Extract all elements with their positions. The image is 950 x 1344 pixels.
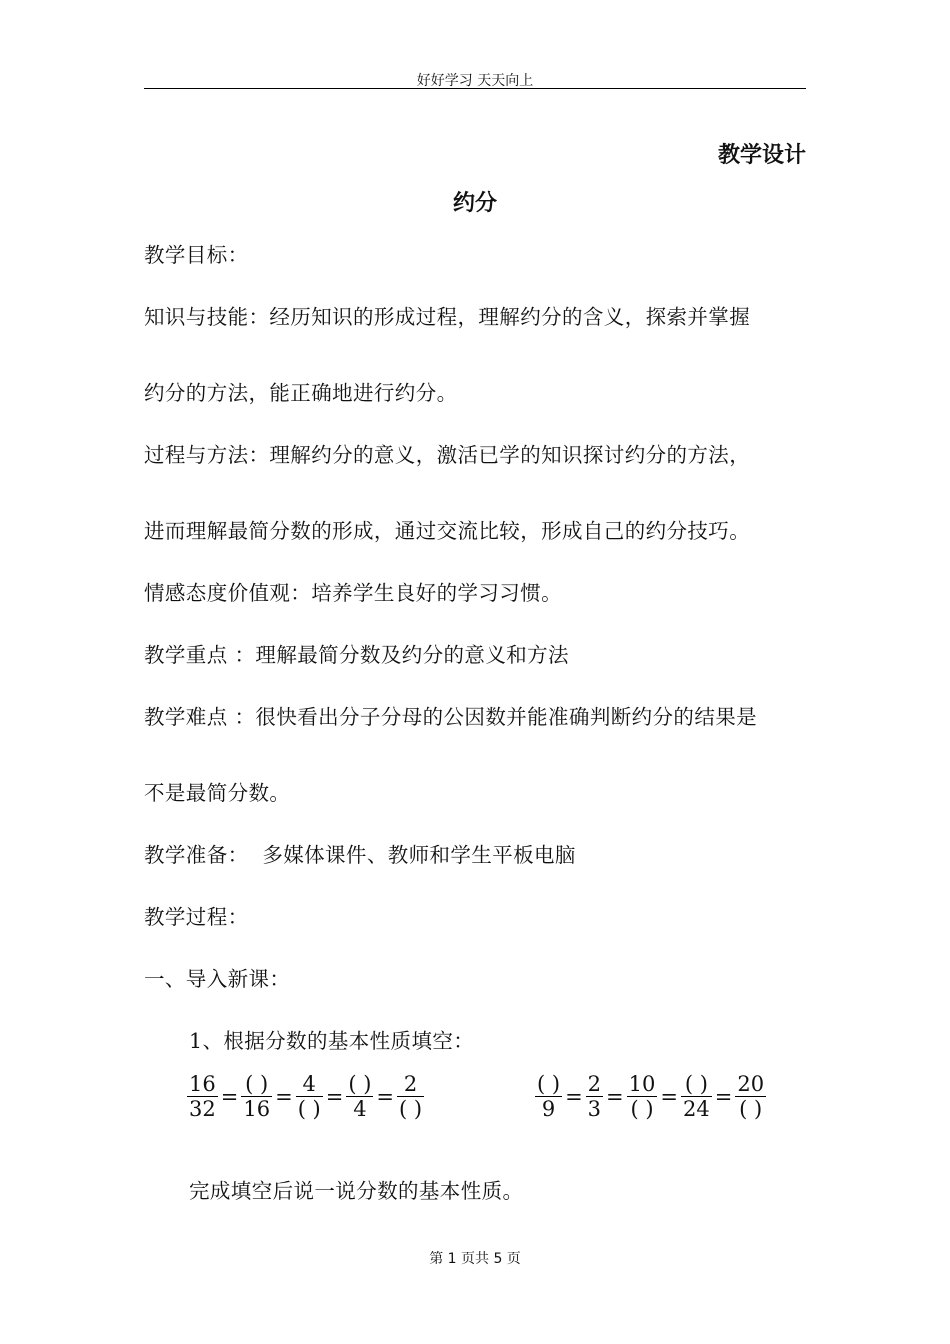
text-line: 教学难点 ：很快看出分子分母的公因数并能准确判断约分的结果是 <box>144 705 758 729</box>
numerator: 10 <box>628 1072 656 1096</box>
text-line: 教学目标： <box>144 243 249 267</box>
numerator: 4 <box>302 1072 316 1096</box>
text-line: 过程与方法：理解约分的意义，激活已学的知识探讨约分的方法， <box>144 443 751 467</box>
denominator: ( ) <box>739 1097 763 1121</box>
text-line: 约分的方法，能正确地进行约分。 <box>144 381 458 405</box>
numerator: 2 <box>587 1072 602 1096</box>
fraction <box>296 1072 323 1121</box>
fraction <box>397 1072 424 1121</box>
denominator: 16 <box>243 1097 271 1121</box>
document-title: 约分 <box>452 191 497 216</box>
page-header: 好好学习 天天向上 <box>416 73 534 89</box>
fraction <box>735 1072 766 1121</box>
fraction-equation-right <box>534 1072 767 1121</box>
equals-sign: = <box>220 1084 239 1109</box>
equals-sign: = <box>275 1084 293 1109</box>
numerator: 2 <box>403 1072 418 1096</box>
equals-sign: = <box>565 1084 583 1109</box>
after-exercise-text: 完成填空后说一说分数的基本性质。 <box>189 1179 524 1203</box>
exercise-label: 1、根据分数的基本性质填空： <box>189 1029 475 1053</box>
denominator: ( ) <box>399 1097 423 1121</box>
numerator: 20 <box>737 1072 765 1096</box>
numerator: ( ) <box>684 1072 708 1096</box>
numerator: ( ) <box>348 1072 372 1096</box>
fraction <box>681 1072 712 1121</box>
denominator: 24 <box>683 1097 710 1121</box>
text-line: 进而理解最简分数的形成，通过交流比较，形成自己的约分技巧。 <box>144 519 751 543</box>
text-line: 情感态度价值观：培养学生良好的学习习惯。 <box>144 581 562 605</box>
document-type-label: 教学设计 <box>717 143 806 168</box>
equals-sign: = <box>325 1084 344 1109</box>
text-line: 教学重点 ：理解最简分数及约分的意义和方法 <box>144 643 569 667</box>
equals-sign: = <box>606 1084 624 1109</box>
numerator: ( ) <box>537 1072 561 1096</box>
fraction <box>535 1072 562 1121</box>
denominator: 4 <box>353 1097 367 1121</box>
fraction <box>187 1072 218 1121</box>
equals-sign: = <box>714 1084 733 1109</box>
text-line: 不是最简分数。 <box>144 781 291 805</box>
text-line: 知识与技能：经历知识的形成过程，理解约分的含义，探索并掌握 <box>144 305 751 329</box>
fraction <box>241 1072 272 1121</box>
equals-sign: = <box>376 1084 395 1109</box>
denominator: ( ) <box>297 1097 321 1121</box>
fraction <box>586 1072 603 1121</box>
denominator: ( ) <box>630 1097 654 1121</box>
text-line: 一、导入新课： <box>144 967 291 991</box>
numerator: ( ) <box>245 1072 269 1096</box>
page-footer: 第 1 页共 5 页 <box>429 1251 521 1267</box>
text-line: 教学准备： 多媒体课件、教师和学生平板电脑 <box>144 843 576 867</box>
text-line: 教学过程： <box>144 905 249 929</box>
fraction <box>627 1072 658 1121</box>
denominator: 9 <box>541 1097 556 1121</box>
denominator: 32 <box>189 1097 216 1121</box>
denominator: 3 <box>587 1097 602 1121</box>
header-rule <box>144 88 806 89</box>
fraction <box>346 1072 373 1121</box>
fraction-equation-left <box>186 1072 425 1121</box>
numerator: 16 <box>189 1072 216 1096</box>
equals-sign: = <box>660 1084 678 1109</box>
